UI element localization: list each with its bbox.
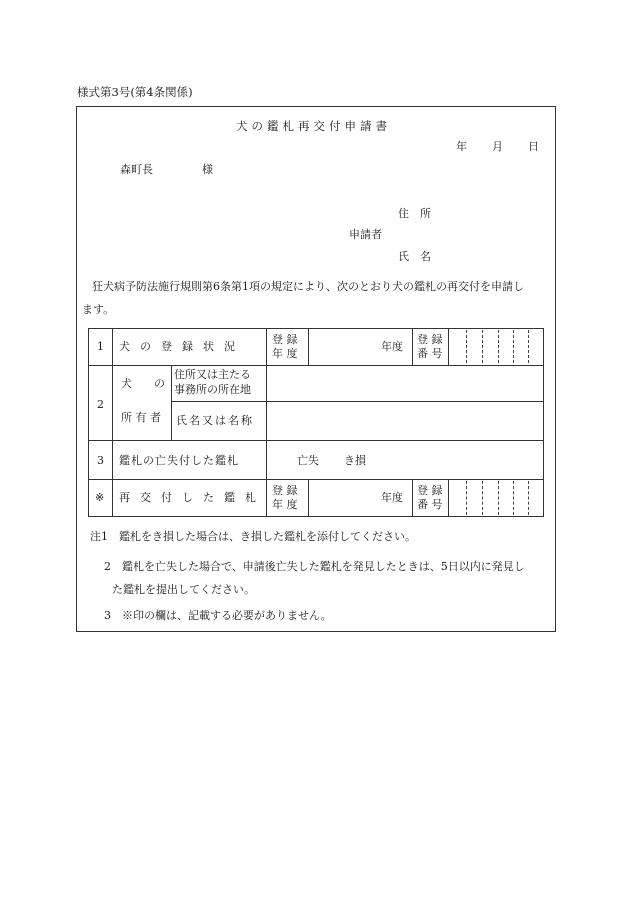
row1-year-unit: 年度	[381, 340, 403, 353]
date-day: 日	[528, 140, 539, 153]
note-1: 注1 鑑札をき損した場合は、き損した鑑札を添付してください。	[90, 530, 416, 543]
note-2-line1: 2 鑑札を亡失した場合で、申請後亡失した鑑札を発見したときは、5日以内に発見し	[104, 560, 525, 573]
form-number: 様式第3号(第4条関係)	[77, 85, 193, 99]
body-text-line2: ます。	[82, 303, 115, 316]
applicant-name-label: 氏 名	[398, 250, 431, 263]
row3-label: 鑑札の亡失付した鑑札	[119, 454, 239, 467]
row4-reg-year-line1: 登 録	[272, 484, 298, 497]
row1-reg-year-line2: 年 度	[272, 347, 298, 360]
date-year: 年	[456, 140, 467, 153]
row4-label: 再交付した鑑札	[119, 491, 266, 504]
addressee-honorific: 様	[202, 163, 213, 176]
addressee-name: 森町長	[120, 163, 153, 176]
note-2-line2: た鑑札を提出してください。	[112, 583, 255, 596]
form-title: 犬の鑑札再交付申請書	[236, 119, 391, 133]
row4-year-unit: 年度	[381, 491, 403, 504]
note-3: 3 ※印の欄は、記載する必要がありません。	[104, 609, 332, 622]
row2-address-line1: 住所又は主たる	[174, 368, 251, 381]
row1-label: 犬の登録状況	[119, 340, 245, 353]
row2-address-line2: 事務所の所在地	[174, 383, 251, 396]
row2-owner-label-line2: 所 有 者	[121, 411, 161, 424]
applicant-label: 申請者	[349, 228, 382, 241]
row2-owner-label-line1: 犬 の	[121, 377, 165, 390]
row3-number: 3	[97, 454, 104, 467]
row2-name-label: 氏名又は名称	[176, 414, 254, 427]
row4-reg-no-line1: 登 録	[417, 484, 443, 497]
date-month: 月	[492, 140, 503, 153]
row1-reg-no-line1: 登 録	[417, 333, 443, 346]
body-text-line1: 狂犬病予防法施行規則第6条第1項の規定により、次のとおり犬の鑑札の再交付を申請し	[92, 280, 524, 293]
row2-number: 2	[97, 398, 104, 411]
row1-reg-no-line2: 番 号	[417, 347, 443, 360]
row4-reg-no-line2: 番 号	[417, 498, 443, 511]
row1-number: 1	[97, 340, 104, 353]
row4-mark: ※	[95, 491, 105, 504]
row1-reg-year-line1: 登 録	[272, 333, 298, 346]
row3-option-lost: 亡失	[297, 454, 319, 467]
row4-reg-year-line2: 年 度	[272, 498, 298, 511]
applicant-address-label: 住 所	[398, 207, 431, 220]
row3-option-damaged: き損	[344, 454, 366, 467]
